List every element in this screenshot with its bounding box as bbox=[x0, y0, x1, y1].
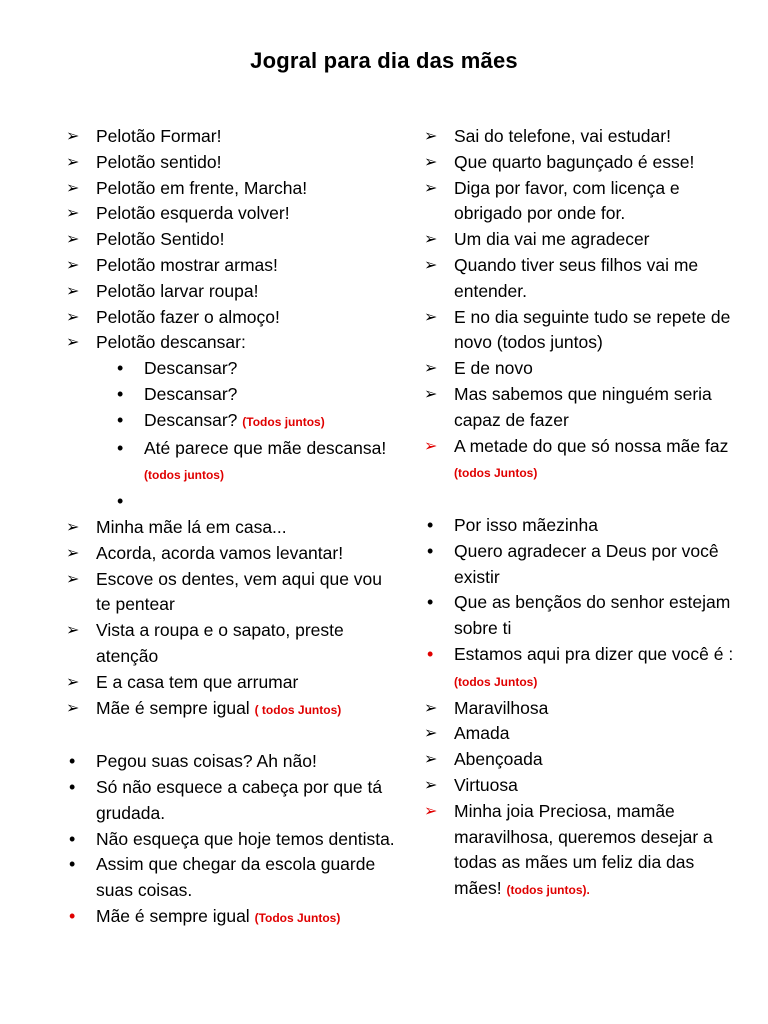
item-main-text: Amada bbox=[454, 723, 510, 744]
item-main-text: Não esqueça que hoje temos dentista. bbox=[96, 828, 395, 849]
list-item bbox=[66, 670, 396, 696]
arrow-bullet-icon: ➢ bbox=[424, 153, 438, 171]
item-text bbox=[96, 201, 396, 227]
item-text bbox=[96, 515, 396, 541]
item-main-text: Diga por favor, com licença e obrigado por onde for. bbox=[454, 177, 680, 224]
list-item bbox=[424, 434, 744, 488]
dot-bullet-icon: • bbox=[427, 592, 434, 613]
blank-line bbox=[424, 487, 744, 513]
item-text bbox=[454, 124, 744, 150]
chorus-tag: (todos Juntos) bbox=[454, 466, 538, 481]
item-text bbox=[454, 434, 744, 488]
list-item bbox=[66, 279, 396, 305]
arrow-bullet-icon: ➢ bbox=[66, 518, 80, 536]
item-text bbox=[96, 775, 396, 827]
item-text bbox=[454, 721, 744, 747]
dot-bullet-icon: • bbox=[117, 358, 124, 379]
item-text bbox=[96, 541, 396, 567]
item-main-text bbox=[144, 491, 149, 511]
arrow-bullet-icon: ➢ bbox=[66, 179, 80, 197]
list-item bbox=[66, 567, 396, 619]
list-item bbox=[424, 513, 744, 539]
item-text bbox=[454, 227, 744, 253]
item-text bbox=[96, 150, 396, 176]
item-text bbox=[96, 305, 396, 331]
arrow-bullet-icon: ➢ bbox=[424, 308, 438, 326]
arrow-bullet-icon: ➢ bbox=[66, 308, 80, 326]
item-text bbox=[96, 253, 396, 279]
item-main-text: Abençoada bbox=[454, 749, 543, 770]
list-item bbox=[424, 747, 744, 773]
list-item bbox=[66, 827, 396, 853]
item-text bbox=[96, 330, 396, 356]
item-text bbox=[144, 489, 396, 515]
item-main-text: Quando tiver seus filhos vai me entender. bbox=[454, 254, 699, 301]
chorus-tag: (todos juntos) bbox=[144, 468, 224, 483]
list-item bbox=[66, 541, 396, 567]
list-item bbox=[424, 773, 744, 799]
item-text bbox=[454, 696, 744, 722]
item-main-text: Virtuosa bbox=[454, 774, 518, 795]
dot-bullet-icon: • bbox=[69, 905, 76, 926]
item-text bbox=[454, 150, 744, 176]
item-text bbox=[144, 356, 396, 382]
item-main-text: Pelotão larvar roupa! bbox=[96, 280, 259, 301]
item-main-text: Pelotão sentido! bbox=[96, 151, 222, 172]
item-text bbox=[144, 436, 396, 490]
item-text bbox=[454, 590, 744, 642]
list-item bbox=[424, 227, 744, 253]
arrow-bullet-icon: ➢ bbox=[66, 622, 80, 640]
list-item bbox=[424, 305, 744, 357]
item-main-text: Mãe é sempre igual bbox=[96, 905, 250, 926]
list-item bbox=[424, 124, 744, 150]
dot-bullet-icon: • bbox=[69, 751, 76, 772]
list-item bbox=[424, 590, 744, 642]
arrow-bullet-icon: ➢ bbox=[66, 205, 80, 223]
list-item bbox=[424, 696, 744, 722]
item-text bbox=[96, 227, 396, 253]
item-text bbox=[454, 539, 744, 591]
dot-bullet-icon: • bbox=[117, 409, 124, 430]
arrow-bullet-icon: ➢ bbox=[424, 437, 438, 455]
item-text bbox=[454, 305, 744, 357]
list-item bbox=[66, 305, 396, 331]
item-text bbox=[96, 749, 396, 775]
item-text bbox=[96, 852, 396, 904]
item-main-text: Pelotão Sentido! bbox=[96, 229, 225, 250]
list-item bbox=[66, 904, 396, 932]
arrow-bullet-icon: ➢ bbox=[424, 179, 438, 197]
list-item bbox=[66, 775, 396, 827]
list-item bbox=[424, 539, 744, 591]
item-text bbox=[454, 799, 744, 904]
arrow-bullet-icon: ➢ bbox=[424, 360, 438, 378]
item-main-text: Descansar? bbox=[144, 383, 238, 404]
item-main-text: Que as bençãos do senhor estejam sobre ti bbox=[454, 592, 731, 639]
arrow-bullet-icon: ➢ bbox=[66, 544, 80, 562]
list-item bbox=[66, 696, 396, 724]
item-text bbox=[454, 382, 744, 434]
arrow-bullet-icon: ➢ bbox=[424, 256, 438, 274]
list-item bbox=[424, 356, 744, 382]
item-main-text: Minha joia Preciosa, mamãe maravilhosa, queremos desejar a todas as mães um feliz dia das mães! bbox=[454, 800, 713, 899]
dot-bullet-icon: • bbox=[117, 437, 124, 458]
item-main-text: Pelotão descansar: bbox=[96, 332, 246, 353]
chorus-tag: (todos juntos). bbox=[506, 883, 590, 898]
dot-bullet-icon: • bbox=[427, 540, 434, 561]
list-item bbox=[66, 436, 396, 490]
item-text bbox=[96, 176, 396, 202]
item-main-text: Descansar? bbox=[144, 409, 238, 430]
dot-bullet-icon: • bbox=[427, 643, 434, 664]
item-main-text: Que quarto bagunçado é esse! bbox=[454, 151, 695, 172]
list-item bbox=[66, 150, 396, 176]
list-item bbox=[66, 749, 396, 775]
arrow-bullet-icon: ➢ bbox=[66, 282, 80, 300]
list-item bbox=[66, 618, 396, 670]
blank-line bbox=[66, 723, 396, 749]
list-item bbox=[66, 515, 396, 541]
page-title: Jogral para dia das mães bbox=[250, 48, 518, 73]
item-text bbox=[454, 747, 744, 773]
item-main-text: Pelotão em frente, Marcha! bbox=[96, 177, 308, 198]
arrow-bullet-icon: ➢ bbox=[424, 385, 438, 403]
item-text bbox=[96, 670, 396, 696]
item-main-text: Por isso mãezinha bbox=[454, 514, 598, 535]
arrow-bullet-icon: ➢ bbox=[66, 334, 80, 352]
item-main-text: Minha mãe lá em casa... bbox=[96, 516, 287, 537]
item-main-text: Só não esquece a cabeça por que tá grudada. bbox=[96, 776, 383, 823]
item-main-text: Quero agradecer a Deus por você existir bbox=[454, 540, 719, 587]
list-item bbox=[424, 642, 744, 696]
chorus-tag: (todos Juntos) bbox=[454, 674, 538, 689]
list-item bbox=[66, 408, 396, 436]
item-main-text: Mas sabemos que ninguém seria capaz de fazer bbox=[454, 383, 712, 430]
right-column bbox=[424, 124, 744, 904]
list-item bbox=[66, 253, 396, 279]
item-text bbox=[454, 356, 744, 382]
chorus-tag: (Todos Juntos) bbox=[254, 910, 341, 925]
item-text bbox=[454, 642, 744, 696]
item-main-text: Estamos aqui pra dizer que você é : bbox=[454, 643, 734, 664]
item-main-text: E no dia seguinte tudo se repete de novo (todos juntos) bbox=[454, 306, 731, 353]
list-item bbox=[424, 176, 744, 228]
item-text bbox=[96, 567, 396, 619]
dot-bullet-icon: • bbox=[427, 514, 434, 535]
item-text bbox=[96, 827, 396, 853]
item-main-text: Descansar? bbox=[144, 358, 238, 379]
arrow-bullet-icon: ➢ bbox=[66, 128, 80, 145]
list-item bbox=[424, 150, 744, 176]
item-main-text: Assim que chegar da escola guarde suas coisas. bbox=[96, 854, 376, 901]
arrow-bullet-icon: ➢ bbox=[66, 231, 80, 249]
list-item bbox=[424, 253, 744, 305]
item-text bbox=[96, 124, 396, 150]
list-item bbox=[66, 356, 396, 382]
item-main-text: E de novo bbox=[454, 358, 533, 379]
arrow-bullet-icon: ➢ bbox=[424, 128, 438, 145]
arrow-bullet-icon: ➢ bbox=[66, 699, 80, 717]
list-item bbox=[66, 227, 396, 253]
arrow-bullet-icon: ➢ bbox=[66, 153, 80, 171]
arrow-bullet-icon: ➢ bbox=[424, 751, 438, 769]
list-item bbox=[66, 330, 396, 356]
list-item bbox=[66, 489, 396, 515]
item-text bbox=[96, 904, 396, 932]
item-main-text: Mãe é sempre igual bbox=[96, 697, 250, 718]
item-text bbox=[144, 382, 396, 408]
item-main-text: Acorda, acorda vamos levantar! bbox=[96, 542, 344, 563]
chorus-tag: ( todos Juntos) bbox=[254, 702, 342, 717]
arrow-bullet-icon: ➢ bbox=[66, 256, 80, 274]
item-main-text: Vista a roupa e o sapato, preste atenção bbox=[96, 620, 344, 666]
item-text bbox=[96, 618, 396, 670]
item-main-text: Um dia vai me agradecer bbox=[454, 229, 650, 250]
item-main-text: Pelotão esquerda volver! bbox=[96, 203, 290, 224]
dot-bullet-icon: • bbox=[117, 383, 124, 404]
item-text bbox=[454, 513, 744, 539]
arrow-bullet-icon: ➢ bbox=[424, 725, 438, 743]
arrow-bullet-icon: ➢ bbox=[66, 570, 80, 588]
arrow-bullet-icon: ➢ bbox=[424, 699, 438, 717]
item-main-text: Pelotão mostrar armas! bbox=[96, 254, 278, 275]
item-main-text: Pelotão fazer o almoço! bbox=[96, 306, 280, 327]
dot-bullet-icon: • bbox=[69, 854, 76, 875]
list-item bbox=[66, 382, 396, 408]
item-main-text: Pelotão Formar! bbox=[96, 126, 222, 146]
left-column bbox=[66, 124, 396, 932]
item-main-text: Escove os dentes, vem aqui que vou te pentear bbox=[96, 568, 383, 615]
item-main-text: Até parece que mãe descansa! bbox=[144, 437, 387, 458]
item-main-text: E a casa tem que arrumar bbox=[96, 671, 299, 692]
list-item bbox=[424, 721, 744, 747]
list-item bbox=[424, 799, 744, 904]
list-item bbox=[66, 176, 396, 202]
arrow-bullet-icon: ➢ bbox=[424, 776, 438, 794]
item-text bbox=[454, 176, 744, 228]
item-main-text: Sai do telefone, vai estudar! bbox=[454, 126, 671, 146]
item-main-text: A metade do que só nossa mãe faz bbox=[454, 435, 729, 456]
chorus-tag: (Todos juntos) bbox=[242, 414, 325, 429]
arrow-bullet-icon: ➢ bbox=[424, 231, 438, 249]
dot-bullet-icon: • bbox=[117, 491, 124, 512]
item-text bbox=[144, 408, 396, 436]
arrow-bullet-icon: ➢ bbox=[66, 673, 80, 691]
arrow-bullet-icon: ➢ bbox=[424, 802, 438, 820]
item-text bbox=[96, 696, 396, 724]
list-item bbox=[66, 124, 396, 150]
item-main-text: Pegou suas coisas? Ah não! bbox=[96, 751, 317, 772]
dot-bullet-icon: • bbox=[69, 828, 76, 849]
list-item bbox=[66, 201, 396, 227]
item-main-text: Maravilhosa bbox=[454, 697, 549, 718]
list-item bbox=[66, 852, 396, 904]
list-item bbox=[424, 382, 744, 434]
dot-bullet-icon: • bbox=[69, 776, 76, 797]
item-text bbox=[454, 253, 744, 305]
item-text bbox=[454, 773, 744, 799]
item-text bbox=[96, 279, 396, 305]
